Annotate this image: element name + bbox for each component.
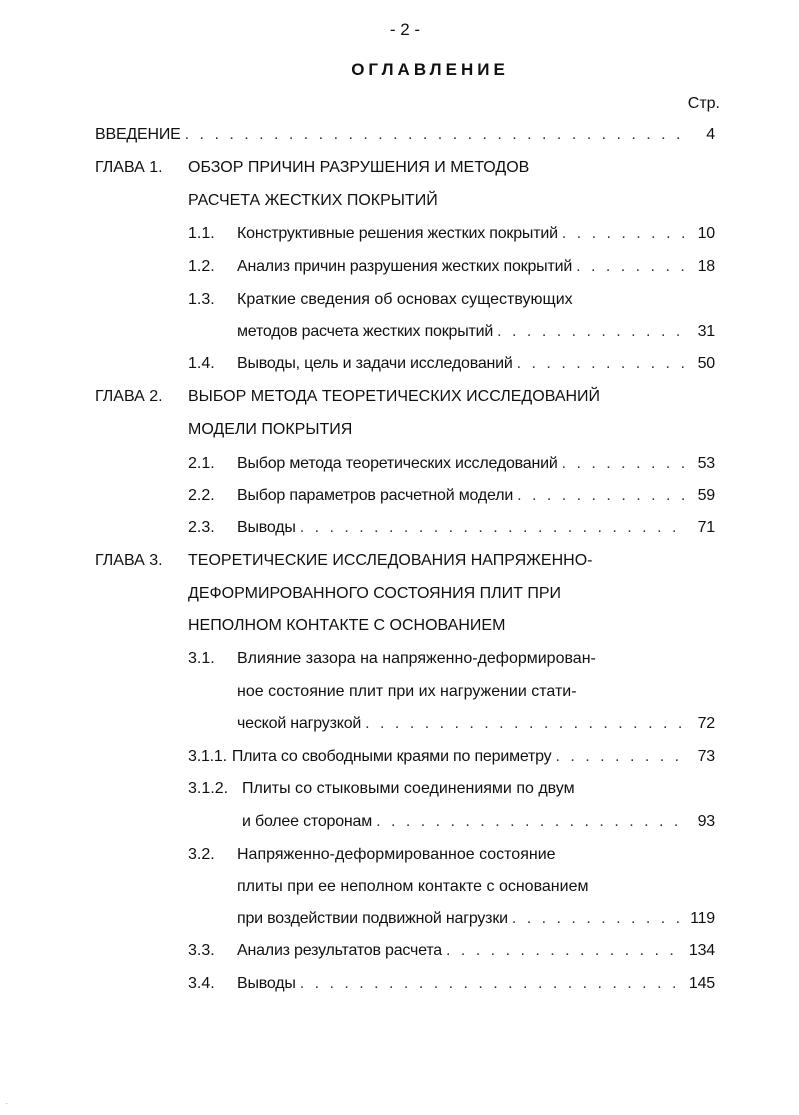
leader-dots bbox=[576, 258, 687, 276]
section-2-2-number: 2.2. bbox=[188, 487, 215, 504]
section-3-2-line2: плиты при ее неполном контакте с основанием bbox=[237, 878, 589, 895]
chapter2-label: ГЛАВА 2. bbox=[95, 388, 163, 405]
toc-entry-3-1-1 bbox=[188, 748, 715, 766]
chapter3-label: ГЛАВА 3. bbox=[95, 552, 163, 569]
intro-label: ВВЕДЕНИЕ bbox=[95, 126, 181, 143]
toc-entry-2-3 bbox=[237, 519, 715, 537]
toc-entry-1-3 bbox=[237, 323, 715, 341]
chapter1-label: ГЛАВА 1. bbox=[95, 159, 163, 176]
section-1-4-page: 50 bbox=[697, 355, 715, 372]
section-2-3-page: 71 bbox=[697, 519, 715, 536]
toc-entry-2-2 bbox=[237, 487, 715, 505]
section-1-2-page: 18 bbox=[697, 258, 715, 275]
leader-dots bbox=[376, 813, 687, 831]
section-3-3-page: 134 bbox=[688, 942, 715, 959]
section-1-3-line1: Краткие сведения об основах существующих bbox=[237, 291, 573, 308]
section-2-3-number: 2.3. bbox=[188, 519, 215, 536]
leader-dots bbox=[517, 487, 687, 505]
section-2-2-page: 59 bbox=[697, 487, 715, 504]
section-3-3-text: Анализ результатов расчета bbox=[237, 942, 442, 959]
section-1-1-page: 10 bbox=[697, 225, 715, 242]
page-title: ОГЛАВЛЕНИЕ bbox=[351, 60, 509, 79]
leader-dots bbox=[300, 519, 687, 537]
section-2-1-number: 2.1. bbox=[188, 455, 215, 472]
section-1-3-line2: методов расчета жестких покрытий bbox=[237, 323, 494, 340]
chapter2-title-line2: МОДЕЛИ ПОКРЫТИЯ bbox=[188, 421, 353, 438]
section-3-4-text: Выводы bbox=[237, 975, 296, 992]
section-3-1-2-number: 3.1.2. bbox=[188, 780, 229, 797]
leader-dots bbox=[300, 975, 685, 993]
toc-entry-1-1 bbox=[237, 225, 715, 243]
section-3-1-2-line2: и более сторонам bbox=[242, 813, 373, 830]
section-3-1-line1: Влияние зазора на напряженно-деформирован- bbox=[237, 650, 596, 667]
section-2-1-text: Выбор метода теоретических исследований bbox=[237, 455, 558, 472]
leader-dots bbox=[517, 355, 687, 373]
toc-entry-1-2 bbox=[237, 258, 715, 276]
leader-dots bbox=[562, 455, 687, 473]
section-1-2-text: Анализ причин разрушения жестких покрытий bbox=[237, 258, 573, 275]
section-3-4-number: 3.4. bbox=[188, 975, 215, 992]
toc-entry-3-1 bbox=[237, 715, 715, 733]
toc-entry-intro bbox=[95, 126, 715, 144]
section-1-1-number: 1.1. bbox=[188, 225, 215, 242]
leader-dots bbox=[446, 942, 685, 960]
page-column-label: Стр. bbox=[687, 95, 720, 112]
toc-entry-3-3 bbox=[237, 942, 715, 960]
chapter3-title-line3: НЕПОЛНОМ КОНТАКТЕ С ОСНОВАНИЕМ bbox=[188, 617, 506, 634]
chapter2-title-line1: ВЫБОР МЕТОДА ТЕОРЕТИЧЕСКИХ ИССЛЕДОВАНИЙ bbox=[188, 388, 601, 405]
section-3-1-line2: ное состояние плит при их нагружении стати- bbox=[237, 683, 577, 700]
toc-entry-3-4 bbox=[237, 975, 715, 993]
chapter3-title-line2: ДЕФОРМИРОВАННОГО СОСТОЯНИЯ ПЛИТ ПРИ bbox=[188, 585, 562, 602]
leader-dots bbox=[497, 323, 687, 341]
leader-dots bbox=[365, 715, 687, 733]
page-number: - 2 - bbox=[389, 20, 421, 39]
section-3-2-line3: при воздействии подвижной нагрузки bbox=[237, 910, 508, 927]
section-1-2-number: 1.2. bbox=[188, 258, 215, 275]
leader-dots bbox=[185, 126, 687, 144]
section-3-3-number: 3.3. bbox=[188, 942, 215, 959]
section-1-3-page: 31 bbox=[697, 323, 715, 340]
section-3-1-2-line1: Плиты со стыковыми соединениями по двум bbox=[242, 780, 575, 797]
section-3-1-number: 3.1. bbox=[188, 650, 215, 667]
toc-entry-3-2 bbox=[237, 910, 715, 928]
section-3-1-2-page: 93 bbox=[697, 813, 715, 830]
section-3-2-number: 3.2. bbox=[188, 846, 215, 863]
toc-entry-3-1-2 bbox=[242, 813, 715, 831]
section-3-1-1-number: 3.1.1. bbox=[188, 748, 227, 765]
section-1-4-text: Выводы, цель и задачи исследований bbox=[237, 355, 513, 372]
section-3-1-line3: ческой нагрузкой bbox=[237, 715, 362, 732]
toc-entry-2-1 bbox=[237, 455, 715, 473]
section-3-1-page: 72 bbox=[697, 715, 715, 732]
section-2-1-page: 53 bbox=[697, 455, 715, 472]
chapter3-title-line1: ТЕОРЕТИЧЕСКИЕ ИССЛЕДОВАНИЯ НАПРЯЖЕННО- bbox=[188, 552, 593, 569]
section-3-1-1-page: 73 bbox=[697, 748, 715, 765]
section-3-2-page: 119 bbox=[690, 910, 715, 927]
leader-dots bbox=[562, 225, 687, 243]
section-3-1-1-text: Плита со свободными краями по периметру bbox=[231, 748, 552, 765]
corner-mark: . bbox=[6, 1100, 8, 1106]
leader-dots bbox=[512, 910, 686, 928]
leader-dots bbox=[555, 748, 687, 766]
section-3-2-line1: Напряженно-деформированное состояние bbox=[237, 846, 556, 863]
chapter1-title-line2: РАСЧЕТА ЖЕСТКИХ ПОКРЫТИЙ bbox=[188, 192, 438, 209]
section-1-4-number: 1.4. bbox=[188, 355, 215, 372]
section-3-4-page: 145 bbox=[688, 975, 715, 992]
chapter1-title-line1: ОБЗОР ПРИЧИН РАЗРУШЕНИЯ И МЕТОДОВ bbox=[188, 159, 530, 176]
section-1-1-text: Конструктивные решения жестких покрытий bbox=[237, 225, 558, 242]
section-1-3-number: 1.3. bbox=[188, 291, 215, 308]
toc-entry-1-4 bbox=[237, 355, 715, 373]
intro-page: 4 bbox=[706, 126, 715, 143]
section-2-2-text: Выбор параметров расчетной модели bbox=[237, 487, 514, 504]
section-2-3-text: Выводы bbox=[237, 519, 296, 536]
